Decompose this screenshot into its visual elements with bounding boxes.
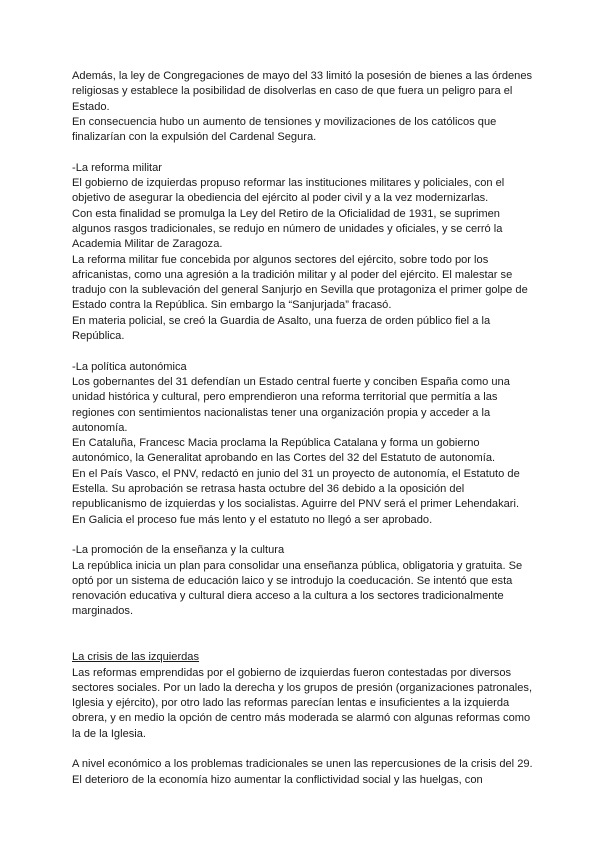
section-heading-crisis: La crisis de las izquierdas <box>72 651 200 664</box>
spacer <box>72 145 534 160</box>
spacer <box>72 620 534 651</box>
document-page <box>72 69 534 788</box>
reforma-militar-paragraph-1: El gobierno de izquierdas propuso reformar las instituciones militares y policiales, con el objetivo de asegurar la obediencia del ejército al poder civil y a la vez modernizarlas. <box>72 177 505 205</box>
section-heading-ensenanza: -La promoción de la enseñanza y la cultura <box>72 544 285 557</box>
intro-paragraph-1: Además, la ley de Congregaciones de mayo del 33 limitó la posesión de bienes a las órdenes religiosas y establece la posibilidad de disolverlas en caso de que fuera un peligro para el Estado. <box>72 70 533 113</box>
section-heading-reforma-militar: -La reforma militar <box>72 161 163 174</box>
section-heading-politica-autonomica: -La política autonómica <box>72 360 187 373</box>
reforma-militar-paragraph-3: La reforma militar fue concebida por algunos sectores del ejército, sobre todo por los africanistas, como una agresión a la tradición militar y al poder del ejército. El malestar se tradujo con la sublevación del general Sanjurjo en Sevilla que protagoniza el primer golpe de Estado contra la República. Sin embargo la “Sanjurjada” fracasó. <box>72 253 528 312</box>
intro-paragraph-2: En consecuencia hubo un aumento de tensiones y movilizaciones de los católicos que finalizarían con la expulsión del Cardenal Segura. <box>72 115 497 144</box>
spacer <box>72 528 534 543</box>
politica-autonomica-paragraph-2: En Cataluña, Francesc Macia proclama la República Catalana y forma un gobierno autonómico, la Generalitat aprobando en las Cortes del 32 del Estatuto de autonomía. <box>72 437 496 465</box>
crisis-paragraph-2: A nivel económico a los problemas tradicionales se unen las repercusiones de la crisis del 29. El deterioro de la economía hizo aumentar la conflictividad social y las huelgas, con <box>72 758 533 786</box>
spacer <box>72 344 534 359</box>
spacer <box>72 742 534 757</box>
ensenanza-paragraph-1: La república inicia un plan para consolidar una enseñanza pública, obligatoria y gratuita. Se optó por un sistema de educación laico y se introdujo la coeducación. Se intentó que esta renovación educativa y cultural diera acceso a la cultura a los sectores tradicionalmente marginados. <box>72 559 523 618</box>
politica-autonomica-paragraph-1: Los gobernantes del 31 defendían un Estado central fuerte y conciben España como una unidad histórica y cultural, pero emprendieron una reforma territorial que permitía a las regiones con sentimientos nacionalistas tener una organización propia y acceder a la autonomía. <box>72 375 510 434</box>
crisis-paragraph-1: Las reformas emprendidas por el gobierno de izquierdas fueron contestadas por diversos sectores sociales. Por un lado la derecha y los grupos de presión (organizaciones patronales, Iglesia y ejército), por otro lado las reformas parecían lentas e insuficientes a la izquierda obrera, y en medio la opción de centro más moderada se alarmó con algunas reformas como la de la Iglesia. <box>72 666 533 740</box>
reforma-militar-paragraph-4: En materia policial, se creó la Guardia de Asalto, una fuerza de orden público fiel a la República. <box>72 314 491 343</box>
reforma-militar-paragraph-2: Con esta finalidad se promulga la Ley del Retiro de la Oficialidad de 1931, se suprimen algunos rasgos tradicionales, se redujo en número de unidades y oficiales, y se cerró la Academia Militar de Zaragoza. <box>72 207 503 251</box>
politica-autonomica-paragraph-3: En el País Vasco, el PNV, redactó en junio del 31 un proyecto de autonomía, el Estatuto de Estella. Su aprobación se retrasa hasta octubre del 36 debido a la oposición del republicanismo de izquierdas y los socialistas. Aguirre del PNV será el primer Lehendakari. <box>72 467 520 511</box>
politica-autonomica-paragraph-4: En Galicia el proceso fue más lento y el estatuto no llegó a ser aprobado. <box>72 513 433 526</box>
